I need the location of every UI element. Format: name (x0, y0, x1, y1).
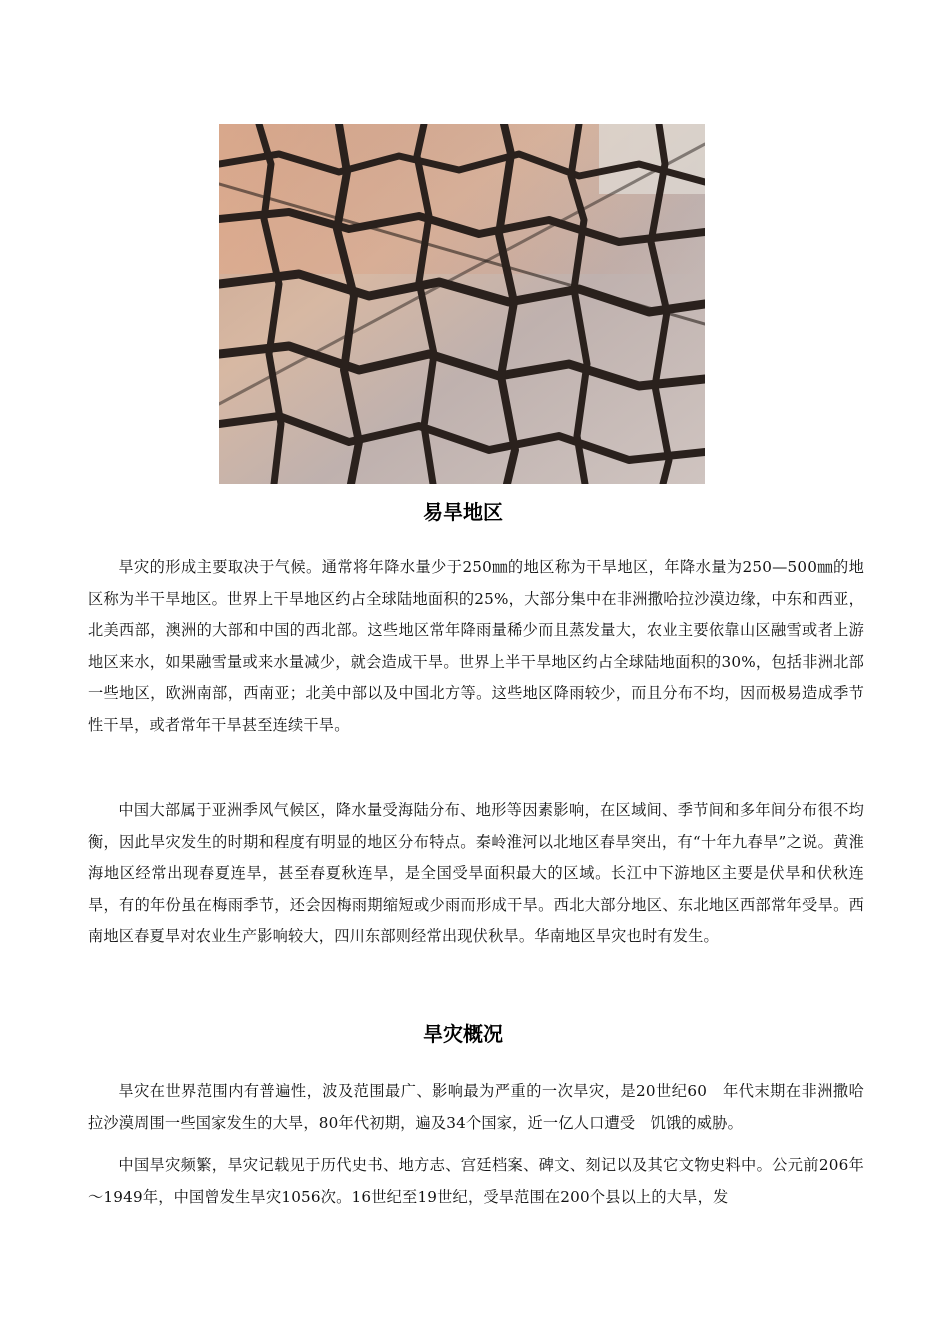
paragraph-drought-overview-world: 旱灾在世界范围内有普遍性，波及范围最广、影响最为严重的一次旱灾，是20世纪60 年代末期在非洲撒哈拉沙漠周围一些国家发生的大旱，80年代初期，遍及34个国家，近一亿人口遭受 饥饿的威胁。 (88, 1082, 864, 1132)
section-title-drought-overview: 旱灾概况 (423, 1022, 503, 1046)
cracked-earth-photo (219, 124, 705, 484)
paragraph-drought-overview-china: 中国旱灾频繁，旱灾记载见于历代史书、地方志、宫廷档案、碑文、刻记以及其它文物史料中。公元前206年～1949年，中国曾发生旱灾1056次。16世纪至19世纪，受旱范围在200个县以上的大旱，发 (88, 1156, 864, 1206)
cracked-dry-earth-icon (219, 124, 705, 484)
section-title-drought-regions: 易旱地区 (423, 500, 503, 524)
paragraph-drought-regions-world: 旱灾的形成主要取决于气候。通常将年降水量少于250㎜的地区称为干旱地区，年降水量为250—500㎜的地区称为半干旱地区。世界上干旱地区约占全球陆地面积的25%，大部分集中在非洲撒哈拉沙漠边缘，中东和西亚，北美西部，澳洲的大部和中国的西北部。这些地区常年降雨量稀少而且蒸发量大，农业主要依靠山区融雪或者上游地区来水，如果融雪量或来水量减少，就会造成干旱。世界上半干旱地区约占全球陆地面积的30%，包括非洲北部一些地区，欧洲南部，西南亚；北美中部以及中国北方等。这些地区降雨较少，而且分布不均，因而极易造成季节性干旱，或者常年干旱甚至连续干旱。 (88, 558, 864, 734)
paragraph-drought-regions-china: 中国大部属于亚洲季风气候区，降水量受海陆分布、地形等因素影响，在区域间、季节间和多年间分布很不均衡，因此旱灾发生的时期和程度有明显的地区分布特点。秦岭淮河以北地区春旱突出，有“十年九春旱”之说。黄淮海地区经常出现春夏连旱，甚至春夏秋连旱，是全国受旱面积最大的区域。长江中下游地区主要是伏旱和伏秋连旱，有的年份虽在梅雨季节，还会因梅雨期缩短或少雨而形成干旱。西北大部分地区、东北地区西部常年受旱。西南地区春夏旱对农业生产影响较大，四川东部则经常出现伏秋旱。华南地区旱灾也时有发生。 (88, 801, 864, 946)
